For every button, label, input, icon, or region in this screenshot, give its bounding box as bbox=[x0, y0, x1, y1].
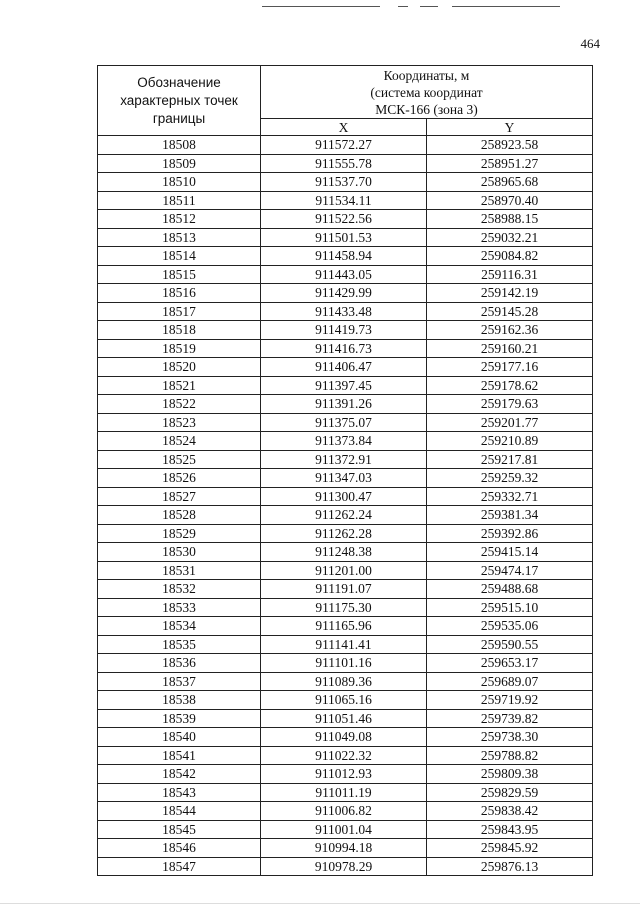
scan-artifact-line-1 bbox=[262, 6, 380, 7]
table-row bbox=[98, 302, 593, 321]
point-id-cell: 18522 bbox=[98, 395, 261, 414]
x-coordinate-cell: 911406.47 bbox=[261, 358, 427, 377]
point-id-cell: 18532 bbox=[98, 580, 261, 599]
x-coordinate-cell: 911391.26 bbox=[261, 395, 427, 414]
point-id-cell: 18536 bbox=[98, 654, 261, 673]
x-coordinate-cell: 911419.73 bbox=[261, 321, 427, 340]
point-id-cell: 18529 bbox=[98, 524, 261, 543]
point-id-cell: 18521 bbox=[98, 376, 261, 395]
y-coordinate-cell: 259739.82 bbox=[427, 709, 593, 728]
x-coordinate-cell: 911347.03 bbox=[261, 469, 427, 488]
x-coordinate-cell: 911065.16 bbox=[261, 691, 427, 710]
header-coordinates-line-2: (система координат bbox=[370, 84, 483, 100]
y-coordinate-cell: 259162.36 bbox=[427, 321, 593, 340]
table-row bbox=[98, 284, 593, 303]
header-coordinates bbox=[261, 66, 593, 119]
table-row bbox=[98, 450, 593, 469]
point-id-cell: 18508 bbox=[98, 136, 261, 155]
table-row bbox=[98, 820, 593, 839]
y-coordinate-cell: 258923.58 bbox=[427, 136, 593, 155]
scan-artifact-line-2 bbox=[398, 6, 408, 7]
table-row bbox=[98, 635, 593, 654]
table-row bbox=[98, 154, 593, 173]
y-coordinate-cell: 259160.21 bbox=[427, 339, 593, 358]
x-coordinate-cell: 911049.08 bbox=[261, 728, 427, 747]
y-coordinate-cell: 258951.27 bbox=[427, 154, 593, 173]
x-coordinate-cell: 910978.29 bbox=[261, 857, 427, 876]
y-coordinate-cell: 259876.13 bbox=[427, 857, 593, 876]
table-row bbox=[98, 432, 593, 451]
page-number: 464 bbox=[580, 36, 600, 51]
point-id-cell: 18511 bbox=[98, 191, 261, 210]
table-row bbox=[98, 672, 593, 691]
point-id-cell: 18525 bbox=[98, 450, 261, 469]
y-coordinate-cell: 259217.81 bbox=[427, 450, 593, 469]
x-coordinate-cell: 911201.00 bbox=[261, 561, 427, 580]
point-id-cell: 18515 bbox=[98, 265, 261, 284]
table-row bbox=[98, 524, 593, 543]
x-coordinate-cell: 911006.82 bbox=[261, 802, 427, 821]
table-row bbox=[98, 228, 593, 247]
point-id-cell: 18526 bbox=[98, 469, 261, 488]
y-coordinate-cell: 259590.55 bbox=[427, 635, 593, 654]
x-coordinate-cell: 911011.19 bbox=[261, 783, 427, 802]
table-row bbox=[98, 561, 593, 580]
x-coordinate-cell: 911397.45 bbox=[261, 376, 427, 395]
point-id-cell: 18534 bbox=[98, 617, 261, 636]
x-coordinate-cell: 911416.73 bbox=[261, 339, 427, 358]
point-id-cell: 18509 bbox=[98, 154, 261, 173]
point-id-cell: 18510 bbox=[98, 173, 261, 192]
point-id-cell: 18539 bbox=[98, 709, 261, 728]
table-row bbox=[98, 395, 593, 414]
y-coordinate-cell: 259116.31 bbox=[427, 265, 593, 284]
y-coordinate-cell: 259689.07 bbox=[427, 672, 593, 691]
header-y: Y bbox=[427, 119, 593, 136]
x-coordinate-cell: 911572.27 bbox=[261, 136, 427, 155]
point-id-cell: 18520 bbox=[98, 358, 261, 377]
y-coordinate-cell: 259738.30 bbox=[427, 728, 593, 747]
x-coordinate-cell: 911501.53 bbox=[261, 228, 427, 247]
y-coordinate-cell: 259843.95 bbox=[427, 820, 593, 839]
point-id-cell: 18528 bbox=[98, 506, 261, 525]
x-coordinate-cell: 911175.30 bbox=[261, 598, 427, 617]
point-id-cell: 18546 bbox=[98, 839, 261, 858]
point-id-cell: 18523 bbox=[98, 413, 261, 432]
y-coordinate-cell: 259719.92 bbox=[427, 691, 593, 710]
y-coordinate-cell: 259415.14 bbox=[427, 543, 593, 562]
point-id-cell: 18541 bbox=[98, 746, 261, 765]
x-coordinate-cell: 911375.07 bbox=[261, 413, 427, 432]
point-id-cell: 18519 bbox=[98, 339, 261, 358]
y-coordinate-cell: 259535.06 bbox=[427, 617, 593, 636]
table-row bbox=[98, 598, 593, 617]
table-row bbox=[98, 654, 593, 673]
point-id-cell: 18547 bbox=[98, 857, 261, 876]
table-row bbox=[98, 191, 593, 210]
table-row bbox=[98, 487, 593, 506]
y-coordinate-cell: 259084.82 bbox=[427, 247, 593, 266]
table-row bbox=[98, 339, 593, 358]
y-coordinate-cell: 259838.42 bbox=[427, 802, 593, 821]
table-row bbox=[98, 265, 593, 284]
x-coordinate-cell: 911165.96 bbox=[261, 617, 427, 636]
y-coordinate-cell: 258965.68 bbox=[427, 173, 593, 192]
table-row bbox=[98, 543, 593, 562]
point-id-cell: 18531 bbox=[98, 561, 261, 580]
y-coordinate-cell: 259515.10 bbox=[427, 598, 593, 617]
x-coordinate-cell: 911555.78 bbox=[261, 154, 427, 173]
x-coordinate-cell: 911248.38 bbox=[261, 543, 427, 562]
table-row bbox=[98, 728, 593, 747]
point-id-cell: 18516 bbox=[98, 284, 261, 303]
table-row bbox=[98, 802, 593, 821]
y-coordinate-cell: 259488.68 bbox=[427, 580, 593, 599]
y-coordinate-cell: 259332.71 bbox=[427, 487, 593, 506]
table-row bbox=[98, 506, 593, 525]
x-coordinate-cell: 911433.48 bbox=[261, 302, 427, 321]
header-point-label: Обозначение характерных точек границы bbox=[98, 66, 261, 136]
y-coordinate-cell: 258970.40 bbox=[427, 191, 593, 210]
point-id-cell: 18537 bbox=[98, 672, 261, 691]
x-coordinate-cell: 911300.47 bbox=[261, 487, 427, 506]
x-coordinate-cell: 911458.94 bbox=[261, 247, 427, 266]
x-coordinate-cell: 911522.56 bbox=[261, 210, 427, 229]
point-id-cell: 18540 bbox=[98, 728, 261, 747]
x-coordinate-cell: 911372.91 bbox=[261, 450, 427, 469]
x-coordinate-cell: 911022.32 bbox=[261, 746, 427, 765]
table-row bbox=[98, 376, 593, 395]
table-row bbox=[98, 210, 593, 229]
point-id-cell: 18545 bbox=[98, 820, 261, 839]
x-coordinate-cell: 911051.46 bbox=[261, 709, 427, 728]
point-id-cell: 18535 bbox=[98, 635, 261, 654]
table-row bbox=[98, 136, 593, 155]
x-coordinate-cell: 911191.07 bbox=[261, 580, 427, 599]
x-coordinate-cell: 911537.70 bbox=[261, 173, 427, 192]
table-row bbox=[98, 839, 593, 858]
header-coordinates-line-3: МСК-166 (зона 3) bbox=[375, 101, 478, 117]
point-id-cell: 18542 bbox=[98, 765, 261, 784]
point-id-cell: 18517 bbox=[98, 302, 261, 321]
y-coordinate-cell: 259829.59 bbox=[427, 783, 593, 802]
y-coordinate-cell: 259788.82 bbox=[427, 746, 593, 765]
point-id-cell: 18538 bbox=[98, 691, 261, 710]
table-row bbox=[98, 321, 593, 340]
point-id-cell: 18512 bbox=[98, 210, 261, 229]
point-id-cell: 18530 bbox=[98, 543, 261, 562]
table-row bbox=[98, 783, 593, 802]
table-row bbox=[98, 173, 593, 192]
y-coordinate-cell: 259177.16 bbox=[427, 358, 593, 377]
point-id-cell: 18518 bbox=[98, 321, 261, 340]
header-x: X bbox=[261, 119, 427, 136]
coordinates-table bbox=[97, 65, 593, 876]
point-id-cell: 18543 bbox=[98, 783, 261, 802]
y-coordinate-cell: 259201.77 bbox=[427, 413, 593, 432]
point-id-cell: 18527 bbox=[98, 487, 261, 506]
scan-bottom-edge bbox=[0, 903, 640, 904]
header-row bbox=[98, 66, 593, 119]
x-coordinate-cell: 911012.93 bbox=[261, 765, 427, 784]
header-coordinates-line-1: Координаты, м bbox=[383, 67, 470, 83]
y-coordinate-cell: 259179.63 bbox=[427, 395, 593, 414]
table-row bbox=[98, 691, 593, 710]
y-coordinate-cell: 258988.15 bbox=[427, 210, 593, 229]
table-row bbox=[98, 413, 593, 432]
x-coordinate-cell: 911101.16 bbox=[261, 654, 427, 673]
x-coordinate-cell: 910994.18 bbox=[261, 839, 427, 858]
point-id-cell: 18513 bbox=[98, 228, 261, 247]
y-coordinate-cell: 259210.89 bbox=[427, 432, 593, 451]
y-coordinate-cell: 259845.92 bbox=[427, 839, 593, 858]
table-row bbox=[98, 247, 593, 266]
table-row bbox=[98, 469, 593, 488]
y-coordinate-cell: 259032.21 bbox=[427, 228, 593, 247]
x-coordinate-cell: 911262.24 bbox=[261, 506, 427, 525]
x-coordinate-cell: 911089.36 bbox=[261, 672, 427, 691]
x-coordinate-cell: 911443.05 bbox=[261, 265, 427, 284]
y-coordinate-cell: 259474.17 bbox=[427, 561, 593, 580]
x-coordinate-cell: 911001.04 bbox=[261, 820, 427, 839]
x-coordinate-cell: 911262.28 bbox=[261, 524, 427, 543]
y-coordinate-cell: 259809.38 bbox=[427, 765, 593, 784]
y-coordinate-cell: 259145.28 bbox=[427, 302, 593, 321]
y-coordinate-cell: 259259.32 bbox=[427, 469, 593, 488]
table-row bbox=[98, 765, 593, 784]
y-coordinate-cell: 259178.62 bbox=[427, 376, 593, 395]
table-row bbox=[98, 617, 593, 636]
y-coordinate-cell: 259653.17 bbox=[427, 654, 593, 673]
x-coordinate-cell: 911373.84 bbox=[261, 432, 427, 451]
table-row bbox=[98, 857, 593, 876]
x-coordinate-cell: 911141.41 bbox=[261, 635, 427, 654]
table-row bbox=[98, 358, 593, 377]
table-row bbox=[98, 580, 593, 599]
point-id-cell: 18514 bbox=[98, 247, 261, 266]
x-coordinate-cell: 911534.11 bbox=[261, 191, 427, 210]
table-row bbox=[98, 746, 593, 765]
point-id-cell: 18533 bbox=[98, 598, 261, 617]
y-coordinate-cell: 259142.19 bbox=[427, 284, 593, 303]
y-coordinate-cell: 259392.86 bbox=[427, 524, 593, 543]
point-id-cell: 18544 bbox=[98, 802, 261, 821]
scan-artifact-line-3 bbox=[420, 6, 438, 7]
y-coordinate-cell: 259381.34 bbox=[427, 506, 593, 525]
table-row bbox=[98, 709, 593, 728]
table-body bbox=[98, 136, 593, 876]
point-id-cell: 18524 bbox=[98, 432, 261, 451]
x-coordinate-cell: 911429.99 bbox=[261, 284, 427, 303]
scan-artifact-line-4 bbox=[452, 6, 560, 7]
